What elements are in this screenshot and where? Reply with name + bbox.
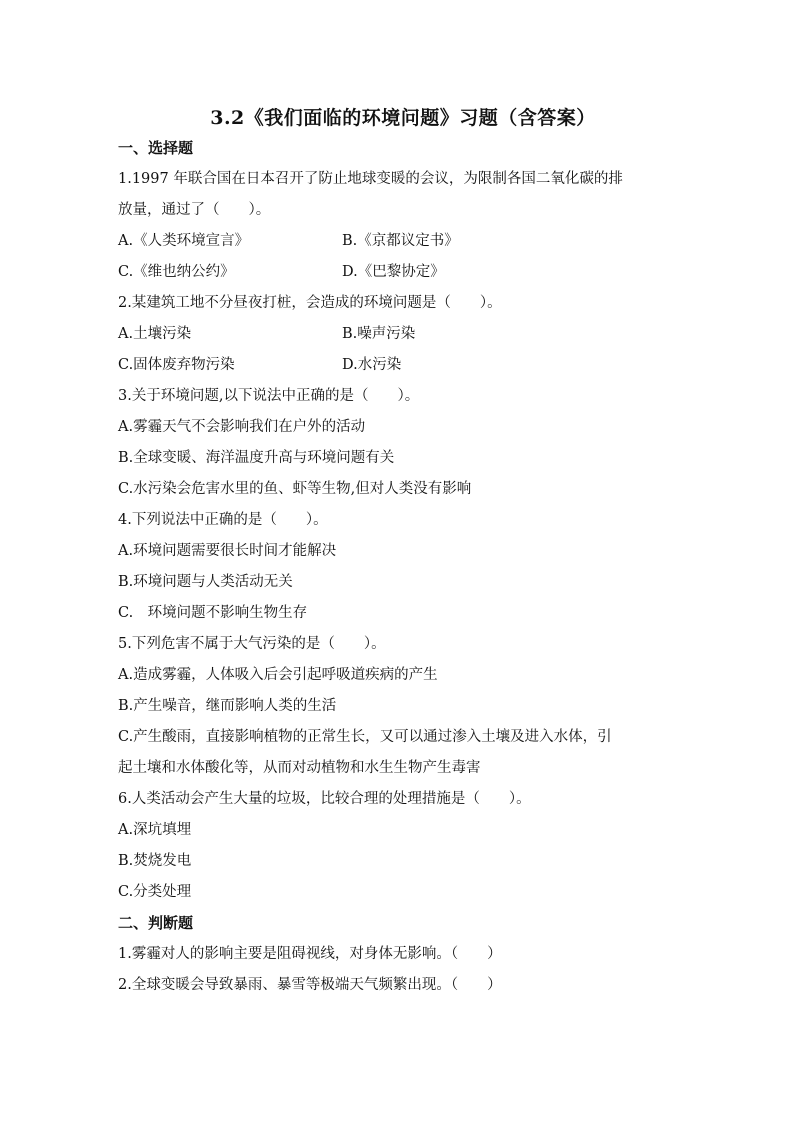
answer-option: C.固体废弃物污染 — [118, 357, 235, 373]
answer-option: C.水污染会危害水里的鱼、虾等生物,但对人类没有影响 — [118, 481, 472, 497]
answer-option: B.焚烧发电 — [118, 853, 192, 869]
question-stem: 5.下列危害不属于大气污染的是（ ）。 — [118, 636, 386, 652]
answer-option: C.分类处理 — [118, 884, 192, 900]
question-stem: 放量，通过了（ ）。 — [118, 202, 271, 218]
question-stem: 1.1997 年联合国在日本召开了防止地球变暖的会议，为限制各国二氧化碳的排 — [118, 171, 623, 187]
answer-option: A.深坑填埋 — [118, 822, 192, 838]
answer-option: B.产生噪音，继而影响人类的生活 — [118, 698, 337, 714]
question-stem: 2.某建筑工地不分昼夜打桩，会造成的环境问题是（ ）。 — [118, 295, 502, 311]
worksheet-content — [118, 133, 678, 1001]
answer-option: 起土壤和水体酸化等，从而对动植物和水生生物产生毒害 — [118, 760, 481, 776]
question-stem: 4.下列说法中正确的是（ ）。 — [118, 512, 328, 528]
answer-option: D.《巴黎协定》 — [342, 264, 445, 280]
question-stem: 1.雾霾对人的影响主要是阻碍视线，对身体无影响。（ ） — [118, 946, 502, 962]
answer-option: A.环境问题需要很长时间才能解决 — [118, 543, 337, 559]
option-row — [118, 350, 678, 381]
answer-option: C.产生酸雨，直接影响植物的正常生长，又可以通过渗入土壤及进入水体，引 — [118, 729, 612, 745]
answer-option: A.土壤污染 — [118, 326, 192, 342]
section-heading: 一、选择题 — [118, 139, 194, 157]
answer-option: B.全球变暖、海洋温度升高与环境问题有关 — [118, 450, 395, 466]
option-row — [118, 319, 678, 350]
answer-option: B.噪声污染 — [342, 326, 416, 342]
answer-option: B.环境问题与人类活动无关 — [118, 574, 293, 590]
option-row — [118, 226, 678, 257]
question-stem: 3.关于环境问题,以下说法中正确的是（ ）。 — [118, 388, 420, 404]
answer-option: A.造成雾霾，人体吸入后会引起呼吸道疾病的产生 — [118, 667, 438, 683]
answer-option: D.水污染 — [342, 357, 402, 373]
question-stem: 6.人类活动会产生大量的垃圾，比较合理的处理措施是（ ）。 — [118, 791, 531, 807]
answer-option: B.《京都议定书》 — [342, 233, 459, 249]
answer-option: C.《维也纳公约》 — [118, 264, 235, 280]
answer-option: C. 环境问题不影响生物生存 — [118, 605, 308, 621]
worksheet-page — [118, 103, 678, 1001]
question-stem: 2.全球变暖会导致暴雨、暴雪等极端天气频繁出现。（ ） — [118, 977, 502, 993]
section-heading: 二、判断题 — [118, 914, 194, 932]
page-title: 3.2《我们面临的环境问题》习题（含答案） — [210, 107, 596, 129]
option-row — [118, 257, 678, 288]
answer-option: A.雾霾天气不会影响我们在户外的活动 — [118, 419, 366, 435]
answer-option: A.《人类环境宣言》 — [118, 233, 250, 249]
